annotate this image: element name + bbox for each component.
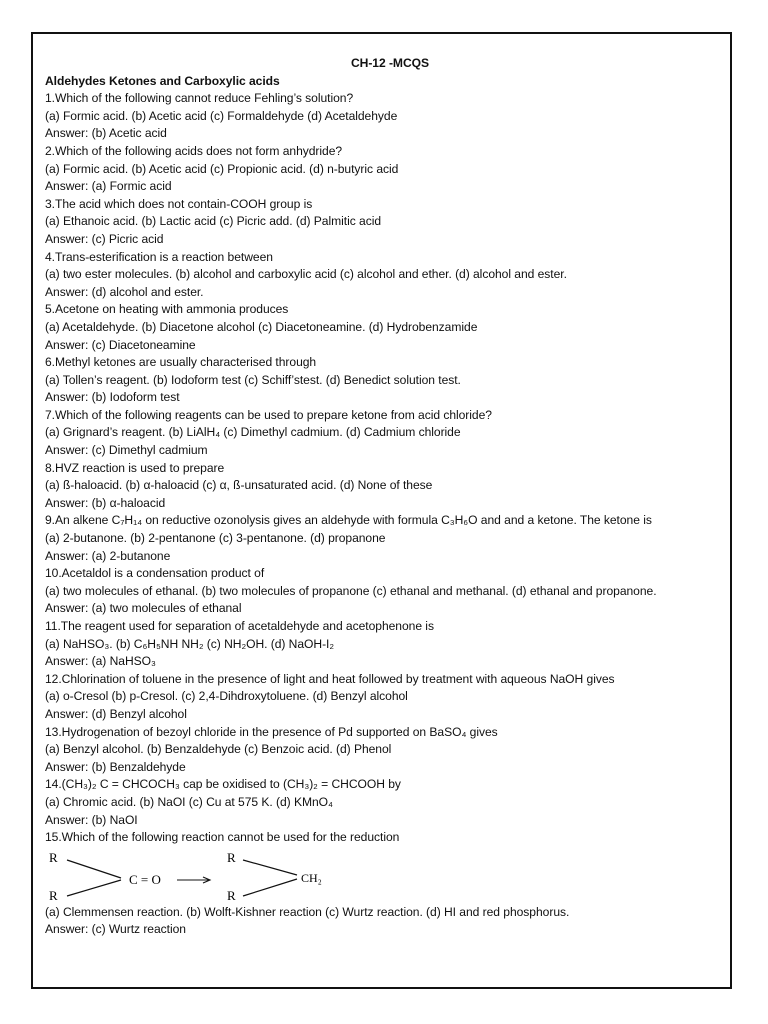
- methylene-product: CH₂: [301, 870, 322, 885]
- question-block: [45, 829, 725, 939]
- question-block: [45, 512, 725, 565]
- answer-options: (a) Benzyl alcohol. (b) Benzaldehyde (c) Benzoic acid. (d) Phenol: [45, 742, 392, 757]
- r-bottom-left-label: R: [49, 887, 58, 903]
- mcq-document: [45, 55, 725, 939]
- r-bottom-right-label: R: [227, 887, 236, 903]
- chapter-subject: Aldehydes Ketones and Carboxylic acids: [45, 73, 280, 88]
- bond-bottom-left: [67, 880, 121, 896]
- carbonyl-group: C = O: [129, 871, 161, 887]
- correct-answer: Answer: (b) α-haloacid: [45, 495, 166, 510]
- correct-answer: Answer: (b) Benzaldehyde: [45, 759, 186, 774]
- question-text: 4.Trans-esterification is a reaction between: [45, 249, 273, 264]
- question-block: [45, 460, 725, 513]
- question-text: 10.Acetaldol is a condensation product of: [45, 566, 265, 581]
- question-text: 3.The acid which does not contain-COOH group is: [45, 196, 313, 211]
- correct-answer: Answer: (c) Picric acid: [45, 231, 164, 246]
- answer-options: (a) two molecules of ethanal. (b) two molecules of propanone (c) ethanal and methanal. (d) ethanal and propanone.: [45, 583, 657, 598]
- question-text: 13.Hydrogenation of bezoyl chloride in the presence of Pd supported on BaSO₄ gives: [45, 724, 498, 739]
- correct-answer: Answer: (a) NaHSO₃: [45, 654, 156, 669]
- bond-top-left: [67, 860, 121, 878]
- correct-answer: Answer: (c) Diacetoneamine: [45, 337, 196, 352]
- question-block: [45, 90, 725, 143]
- question-block: [45, 196, 725, 249]
- correct-answer: Answer: (b) Iodoform test: [45, 390, 180, 405]
- question-text: 6.Methyl ketones are usually characterised through: [45, 355, 317, 370]
- bond-top-right: [243, 860, 297, 875]
- answer-options: (a) Formic acid. (b) Acetic acid (c) Formaldehyde (d) Acetaldehyde: [45, 108, 398, 123]
- question-block: [45, 776, 725, 829]
- answer-options: (a) 2-butanone. (b) 2-pentanone (c) 3-pentanone. (d) propanone: [45, 531, 386, 546]
- page-title: CH-12 -MCQS: [350, 56, 430, 70]
- question-text: 8.HVZ reaction is used to prepare: [45, 460, 225, 475]
- correct-answer: Answer: (a) two molecules of ethanal: [45, 601, 242, 616]
- correct-answer: Answer: (d) alcohol and ester.: [45, 284, 204, 299]
- reaction-diagram: [45, 848, 725, 904]
- answer-options: (a) Chromic acid. (b) NaOI (c) Cu at 575 K. (d) KMnO₄: [45, 794, 333, 809]
- question-block: [45, 249, 725, 302]
- answer-options: (a) two ester molecules. (b) alcohol and carboxylic acid (c) alcohol and ether. (d) alcohol and ester.: [45, 267, 567, 282]
- answer-options: (a) Grignard’s reagent. (b) LiAlH₄ (c) Dimethyl cadmium. (d) Cadmium chloride: [45, 425, 461, 440]
- question-text: 12.Chlorination of toluene in the presence of light and heat followed by treatment with aqueous NaOH gives: [45, 671, 615, 686]
- correct-answer: Answer: (b) NaOI: [45, 812, 138, 827]
- correct-answer: Answer: (c) Wurtz reaction: [45, 922, 186, 937]
- bond-bottom-right: [243, 879, 297, 896]
- question-text: 7.Which of the following reagents can be used to prepare ketone from acid chloride?: [45, 407, 492, 422]
- correct-answer: Answer: (d) Benzyl alcohol: [45, 706, 187, 721]
- correct-answer: Answer: (c) Dimethyl cadmium: [45, 443, 208, 458]
- answer-options: (a) o-Cresol (b) p-Cresol. (c) 2,4-Dihdroxytoluene. (d) Benzyl alcohol: [45, 689, 408, 704]
- answer-options: (a) Ethanoic acid. (b) Lactic acid (c) Picric add. (d) Palmitic acid: [45, 214, 382, 229]
- question-text: 14.(CH₃)₂ C = CHCOCH₃ cap be oxidised to (CH₃)₂ = CHCOOH by: [45, 777, 401, 792]
- question-text: 15.Which of the following reaction cannot be used for the reduction: [45, 830, 400, 845]
- answer-options: (a) NaHSO₃. (b) C₆H₅NH NH₂ (c) NH₂OH. (d) NaOH-I₂: [45, 636, 335, 651]
- correct-answer: Answer: (a) Formic acid: [45, 179, 172, 194]
- question-text: 5.Acetone on heating with ammonia produces: [45, 302, 289, 317]
- question-block: [45, 354, 725, 407]
- correct-answer: Answer: (b) Acetic acid: [45, 126, 167, 141]
- question-block: [45, 565, 725, 618]
- correct-answer: Answer: (a) 2-butanone: [45, 548, 171, 563]
- r-top-right-label: R: [227, 849, 236, 865]
- question-list: [45, 90, 725, 939]
- question-block: [45, 301, 725, 354]
- answer-options: (a) Clemmensen reaction. (b) Wolft-Kishner reaction (c) Wurtz reaction. (d) HI and red phosphorus.: [45, 904, 570, 919]
- r-top-left-label: R: [49, 849, 58, 865]
- answer-options: (a) Tollen’s reagent. (b) Iodoform test (c) Schiff’stest. (d) Benedict solution test.: [45, 372, 461, 387]
- answer-options: (a) ß-haloacid. (b) α-haloacid (c) α, ß-unsaturated acid. (d) None of these: [45, 478, 433, 493]
- question-block: [45, 724, 725, 777]
- question-block: [45, 143, 725, 196]
- question-text: 2.Which of the following acids does not form anhydride?: [45, 143, 343, 158]
- question-text: 1.Which of the following cannot reduce Fehling’s solution?: [45, 91, 354, 106]
- question-block: [45, 671, 725, 724]
- reaction-svg: [47, 848, 367, 904]
- answer-options: (a) Acetaldehyde. (b) Diacetone alcohol (c) Diacetoneamine. (d) Hydrobenzamide: [45, 319, 478, 334]
- question-text: 11.The reagent used for separation of acetaldehyde and acetophenone is: [45, 619, 434, 633]
- question-block: [45, 618, 725, 671]
- question-text: 9.An alkene C₇H₁₄ on reductive ozonolysis gives an aldehyde with formula C₃H₆O and and a ketone. The ketone is: [45, 513, 652, 528]
- question-block: [45, 407, 725, 460]
- answer-options: (a) Formic acid. (b) Acetic acid (c) Propionic acid. (d) n-butyric acid: [45, 161, 399, 176]
